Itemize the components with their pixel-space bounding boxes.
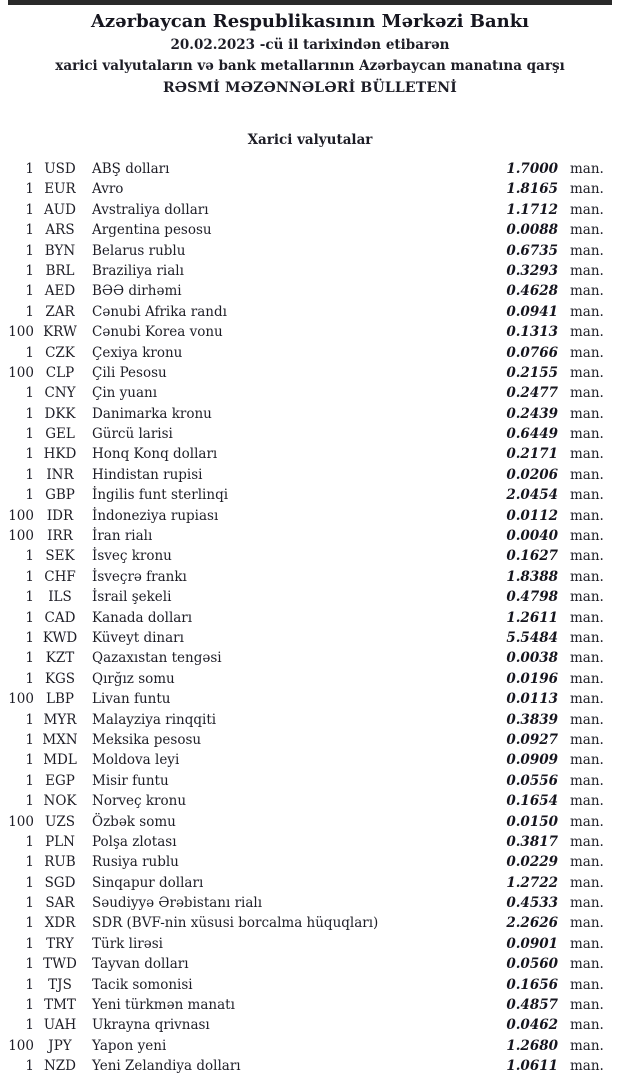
rate-row [2, 404, 604, 424]
exchange-rate: 1.0611 [506, 1058, 558, 1075]
currency-quantity: 100 [8, 528, 34, 545]
rate-row [2, 485, 604, 505]
unit-label: man. [570, 405, 604, 422]
currency-code: EUR [44, 181, 76, 198]
currency-name: Avro [92, 181, 124, 198]
currency-quantity: 1 [25, 161, 34, 177]
currency-quantity: 1 [25, 283, 34, 300]
exchange-rate: 1.8388 [506, 568, 558, 585]
currency-code: NOK [43, 793, 77, 810]
exchange-rate: 0.1313 [506, 324, 558, 341]
rate-row [2, 873, 604, 893]
currency-quantity: 1 [25, 731, 34, 748]
currency-quantity: 1 [25, 1058, 34, 1075]
currency-quantity: 100 [8, 507, 34, 524]
exchange-rate: 1.8165 [506, 181, 558, 198]
currency-name: Özbək somu [92, 813, 176, 830]
rate-row [2, 159, 604, 179]
currency-name: Qırğız somu [92, 670, 175, 687]
currency-quantity: 1 [25, 752, 34, 769]
rate-row [2, 444, 604, 464]
currency-code: TJS [48, 976, 72, 993]
currency-name: Cənubi Korea vonu [92, 324, 223, 341]
exchange-rate: 0.0150 [506, 813, 558, 830]
unit-label: man. [570, 466, 604, 483]
currency-name: Danimarka kronu [92, 405, 212, 422]
exchange-rate: 0.0038 [506, 650, 558, 667]
rate-row [2, 648, 604, 668]
exchange-rate: 0.2171 [506, 446, 558, 463]
currency-code: NZD [43, 1058, 77, 1075]
unit-label: man. [570, 283, 604, 300]
exchange-rate: 1.2680 [506, 1037, 558, 1054]
rate-row [2, 832, 604, 852]
currency-quantity: 1 [25, 874, 34, 891]
currency-name: Çin yuanı [92, 385, 158, 402]
currency-name: Norveç kronu [92, 793, 187, 810]
unit-label: man. [570, 507, 604, 524]
exchange-rate: 2.2626 [506, 915, 558, 932]
exchange-rate: 0.0560 [506, 956, 558, 973]
rate-row [2, 730, 604, 750]
currency-name: Kanada dolları [92, 609, 193, 626]
exchange-rate: 0.2477 [506, 385, 558, 402]
currency-quantity: 1 [25, 222, 34, 239]
currency-name: İsveçrə frankı [92, 568, 187, 585]
currency-code: SGD [44, 874, 76, 891]
unit-label: man. [570, 731, 604, 748]
rate-row [2, 975, 604, 995]
unit-label: man. [570, 568, 604, 585]
unit-label: man. [570, 854, 604, 871]
unit-label: man. [570, 670, 604, 687]
rate-row [2, 954, 604, 974]
exchange-rate: 0.6449 [506, 426, 558, 443]
currency-name: Yeni türkmən manatı [92, 997, 235, 1014]
effective-date-line: 20.02.2023 -cü il tarixindən etibarən [170, 37, 450, 53]
exchange-rate: 1.2611 [506, 609, 558, 626]
currency-quantity: 1 [25, 446, 34, 463]
rate-row [2, 893, 604, 913]
currency-name: Avstraliya dolları [92, 201, 209, 218]
unit-label: man. [570, 161, 604, 177]
exchange-rate: 0.0112 [506, 507, 558, 524]
rate-row [2, 261, 604, 281]
currency-name: Tayvan dolları [92, 956, 189, 973]
unit-label: man. [570, 935, 604, 952]
currency-code: LBP [46, 691, 74, 708]
unit-label: man. [570, 201, 604, 218]
currency-name: Moldova leyi [92, 752, 180, 769]
currency-code: MXN [42, 731, 78, 748]
currency-name: Çili Pesosu [92, 364, 167, 381]
exchange-rate: 0.1654 [506, 793, 558, 810]
currency-code: IRR [47, 528, 73, 545]
currency-quantity: 1 [25, 629, 34, 646]
currency-name: Meksika pesosu [92, 731, 202, 748]
currency-code: GBP [45, 487, 75, 504]
currency-name: Yapon yeni [92, 1037, 167, 1054]
exchange-rate: 1.7000 [506, 161, 558, 177]
exchange-rate: 0.1627 [506, 548, 558, 565]
rate-row [2, 689, 604, 709]
currency-name: Malayziya rinqqiti [92, 711, 217, 728]
rate-row [2, 710, 604, 730]
exchange-rate: 0.4628 [506, 283, 558, 300]
currency-code: AED [44, 283, 76, 300]
unit-label: man. [570, 324, 604, 341]
currency-quantity: 100 [8, 364, 34, 381]
unit-label: man. [570, 813, 604, 830]
unit-label: man. [570, 262, 604, 279]
currency-name: Braziliya rialı [92, 262, 184, 279]
rate-row [2, 995, 604, 1015]
rate-row [2, 812, 604, 832]
unit-label: man. [570, 752, 604, 769]
currency-code: CLP [45, 364, 75, 381]
currency-code: JPY [48, 1037, 72, 1054]
currency-name: Yeni Zelandiya dolları [92, 1058, 241, 1075]
currency-code: CAD [44, 609, 76, 626]
page-top-edge [8, 0, 612, 5]
currency-name: Türk lirəsi [92, 935, 163, 952]
currency-code: ZAR [45, 303, 75, 320]
currency-code: KRW [43, 324, 77, 341]
currency-code: UAH [43, 1017, 77, 1034]
currency-quantity: 1 [25, 466, 34, 483]
currency-code: KZT [45, 650, 75, 667]
rate-row [2, 1056, 604, 1076]
currency-code: MYR [43, 711, 77, 728]
currency-quantity: 100 [8, 1037, 34, 1054]
unit-label: man. [570, 711, 604, 728]
currency-name: Polşa zlotası [92, 833, 177, 850]
rate-row [2, 506, 604, 526]
exchange-rate: 0.0901 [506, 935, 558, 952]
currency-quantity: 1 [25, 854, 34, 871]
currency-quantity: 1 [25, 650, 34, 667]
rate-row [2, 567, 604, 587]
currency-code: BRL [45, 262, 75, 279]
exchange-rate: 0.0040 [506, 528, 558, 545]
unit-label: man. [570, 446, 604, 463]
document-header [0, 0, 620, 99]
unit-label: man. [570, 181, 604, 198]
currency-quantity: 1 [25, 670, 34, 687]
exchange-rate: 0.3839 [506, 711, 558, 728]
unit-label: man. [570, 915, 604, 932]
exchange-rate: 0.2439 [506, 405, 558, 422]
currency-code: ILS [48, 589, 72, 606]
currency-quantity: 100 [8, 324, 34, 341]
exchange-rate: 0.3293 [506, 262, 558, 279]
unit-label: man. [570, 772, 604, 789]
currency-quantity: 1 [25, 609, 34, 626]
rates-table [0, 159, 620, 1077]
currency-quantity: 1 [25, 976, 34, 993]
exchange-rate: 0.0113 [506, 691, 558, 708]
rate-row [2, 1036, 604, 1056]
page-title: Azərbaycan Respublikasının Mərkəzi Bankı [90, 11, 530, 32]
currency-code: EGP [45, 772, 75, 789]
unit-label: man. [570, 691, 604, 708]
currency-code: SEK [45, 548, 75, 565]
currency-quantity: 1 [25, 262, 34, 279]
unit-label: man. [570, 629, 604, 646]
currency-quantity: 1 [25, 935, 34, 952]
exchange-rate: 0.0909 [506, 752, 558, 769]
currency-quantity: 1 [25, 833, 34, 850]
currency-quantity: 1 [25, 1017, 34, 1034]
unit-label: man. [570, 364, 604, 381]
currency-name: Cənubi Afrika randı [92, 303, 227, 320]
currency-quantity: 1 [25, 426, 34, 443]
currency-code: KWD [42, 629, 78, 646]
unit-label: man. [570, 528, 604, 545]
currency-code: TWD [43, 956, 77, 973]
unit-label: man. [570, 833, 604, 850]
currency-name: Çexiya kronu [92, 344, 183, 361]
currency-code: INR [46, 466, 74, 483]
currency-code: HKD [43, 446, 77, 463]
unit-label: man. [570, 1058, 604, 1075]
unit-label: man. [570, 793, 604, 810]
currency-code: TMT [44, 997, 76, 1014]
exchange-rate: 1.1712 [506, 201, 558, 218]
rate-row [2, 934, 604, 954]
currency-code: BYN [44, 242, 76, 259]
currency-quantity: 1 [25, 956, 34, 973]
unit-label: man. [570, 487, 604, 504]
currency-name: Misir funtu [92, 772, 169, 789]
currency-quantity: 1 [25, 405, 34, 422]
exchange-rate: 0.3817 [506, 833, 558, 850]
currency-code: CZK [45, 344, 75, 361]
exchange-rate: 0.0941 [506, 303, 558, 320]
bulletin-title: RƏSMİ MƏZƏNNƏLƏRİ BÜLLETENİ [162, 80, 458, 96]
currency-quantity: 1 [25, 385, 34, 402]
currency-quantity: 1 [25, 344, 34, 361]
exchange-rate: 0.0766 [506, 344, 558, 361]
currency-name: Ukrayna qrivnası [92, 1017, 210, 1034]
exchange-rate: 0.6735 [506, 242, 558, 259]
currency-code: ARS [45, 222, 75, 239]
exchange-rate: 0.0196 [506, 670, 558, 687]
exchange-rate: 2.0454 [506, 487, 558, 504]
subtitle-line: xarici valyutaların və bank metallarının Azərbaycan manatına qarşı [55, 58, 565, 74]
currency-quantity: 1 [25, 181, 34, 198]
unit-label: man. [570, 222, 604, 239]
unit-label: man. [570, 609, 604, 626]
exchange-rate: 0.0927 [506, 731, 558, 748]
unit-label: man. [570, 242, 604, 259]
currency-code: XDR [44, 915, 76, 932]
currency-name: Hindistan rupisi [92, 466, 203, 483]
rate-row [2, 546, 604, 566]
exchange-rate: 0.0206 [506, 466, 558, 483]
currency-quantity: 1 [25, 242, 34, 259]
rate-row [2, 608, 604, 628]
currency-name: İsrail şekeli [92, 589, 172, 606]
currency-name: İndoneziya rupiası [92, 507, 219, 524]
rate-row [2, 852, 604, 872]
currency-name: Sinqapur dolları [92, 874, 204, 891]
rate-row [2, 526, 604, 546]
rate-row [2, 791, 604, 811]
currency-name: Honq Konq dolları [92, 446, 218, 463]
unit-label: man. [570, 895, 604, 912]
unit-label: man. [570, 548, 604, 565]
unit-label: man. [570, 1017, 604, 1034]
currency-quantity: 100 [8, 813, 34, 830]
currency-code: AUD [44, 201, 76, 218]
currency-quantity: 1 [25, 589, 34, 606]
currency-name: İran rialı [92, 528, 153, 545]
unit-label: man. [570, 589, 604, 606]
currency-name: Belarus rublu [92, 242, 186, 259]
currency-quantity: 1 [25, 568, 34, 585]
currency-code: RUB [44, 854, 76, 871]
unit-label: man. [570, 956, 604, 973]
unit-label: man. [570, 344, 604, 361]
exchange-rate: 1.2722 [506, 874, 558, 891]
rate-row [2, 179, 604, 199]
rate-row [2, 1015, 604, 1035]
unit-label: man. [570, 874, 604, 891]
currency-quantity: 1 [25, 303, 34, 320]
currency-quantity: 1 [25, 895, 34, 912]
exchange-rate: 0.0088 [506, 222, 558, 239]
currency-name: Səudiyyə Ərəbistanı rialı [92, 895, 263, 912]
currency-name: Livan funtu [92, 691, 171, 708]
currency-name: BƏƏ dirhəmi [92, 283, 182, 300]
currency-quantity: 1 [25, 711, 34, 728]
rate-row [2, 383, 604, 403]
unit-label: man. [570, 997, 604, 1014]
exchange-rate: 0.4857 [506, 997, 558, 1014]
rate-row [2, 200, 604, 220]
rate-row [2, 241, 604, 261]
rate-row [2, 628, 604, 648]
currency-name: Tacik somonisi [92, 976, 193, 993]
currency-code: IDR [46, 507, 74, 524]
unit-label: man. [570, 976, 604, 993]
currency-name: Qazaxıstan tengəsi [92, 650, 222, 667]
rate-row [2, 302, 604, 322]
exchange-rate: 5.5484 [506, 629, 558, 646]
exchange-rate: 0.0229 [506, 854, 558, 871]
currency-code: CNY [44, 385, 76, 402]
currency-code: CHF [44, 568, 76, 585]
currency-name: İsveç kronu [92, 548, 172, 565]
currency-quantity: 1 [25, 915, 34, 932]
section-title-foreign-currencies: Xarici valyutalar [247, 132, 373, 148]
currency-quantity: 100 [8, 691, 34, 708]
unit-label: man. [570, 650, 604, 667]
exchange-rate: 0.2155 [506, 364, 558, 381]
currency-quantity: 1 [25, 487, 34, 504]
unit-label: man. [570, 385, 604, 402]
unit-label: man. [570, 303, 604, 320]
currency-name: ABŞ dolları [92, 161, 170, 177]
currency-quantity: 1 [25, 201, 34, 218]
rate-row [2, 465, 604, 485]
rate-row [2, 587, 604, 607]
currency-code: KGS [44, 670, 76, 687]
rate-row [2, 669, 604, 689]
rate-row [2, 913, 604, 933]
currency-quantity: 1 [25, 772, 34, 789]
currency-code: USD [44, 161, 76, 177]
exchange-rate: 0.4533 [506, 895, 558, 912]
currency-quantity: 1 [25, 997, 34, 1014]
currency-name: Argentina pesosu [92, 222, 212, 239]
currency-name: Rusiya rublu [92, 854, 179, 871]
rate-row [2, 281, 604, 301]
currency-code: DKK [44, 405, 76, 422]
currency-name: SDR (BVF-nin xüsusi borcalma hüquqları) [92, 915, 379, 932]
rate-row [2, 322, 604, 342]
currency-code: PLN [45, 833, 75, 850]
rate-row [2, 220, 604, 240]
currency-code: UZS [44, 813, 75, 830]
exchange-rate: 0.4798 [506, 589, 558, 606]
rate-row [2, 750, 604, 770]
unit-label: man. [570, 1037, 604, 1054]
currency-code: MDL [43, 752, 77, 769]
currency-code: TRY [46, 935, 74, 952]
exchange-rate: 0.0556 [506, 772, 558, 789]
rate-row [2, 363, 604, 383]
unit-label: man. [570, 426, 604, 443]
currency-name: Gürcü larisi [92, 426, 173, 443]
currency-code: GEL [45, 426, 75, 443]
rate-row [2, 424, 604, 444]
rate-row [2, 771, 604, 791]
currency-name: İngilis funt sterlinqi [92, 487, 229, 504]
exchange-rate: 0.1656 [506, 976, 558, 993]
currency-code: SAR [45, 895, 75, 912]
currency-quantity: 1 [25, 793, 34, 810]
currency-quantity: 1 [25, 548, 34, 565]
currency-name: Küveyt dinarı [92, 629, 184, 646]
exchange-rate: 0.0462 [506, 1017, 558, 1034]
rate-row [2, 343, 604, 363]
